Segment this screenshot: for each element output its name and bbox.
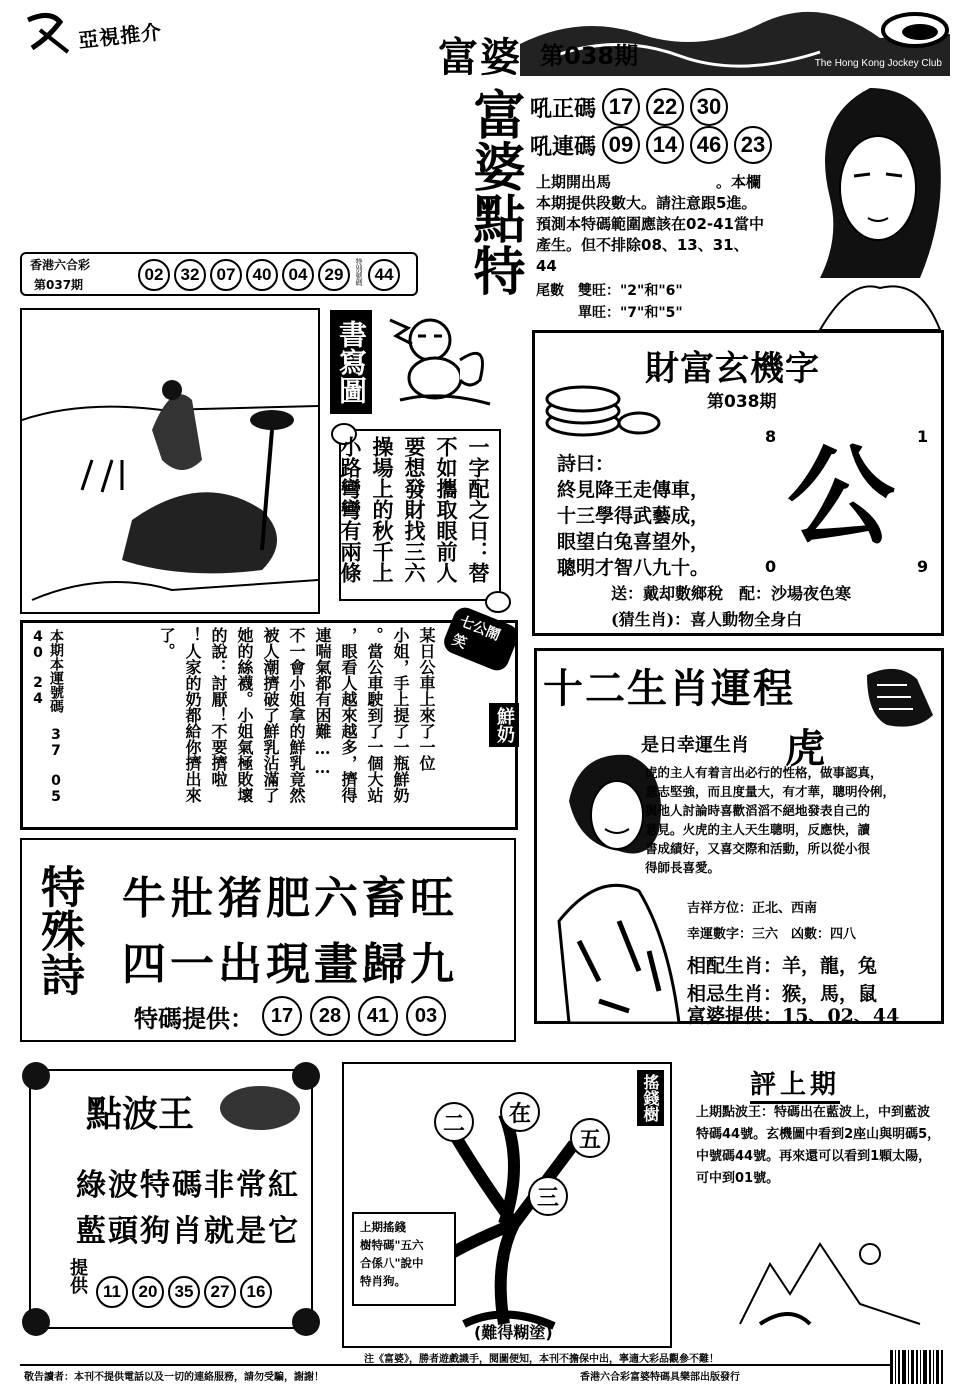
riddle-side-title: 書寫圖 (330, 310, 372, 414)
row1-number: 17 (602, 88, 640, 126)
lottery-special-number: 44 (368, 259, 400, 291)
dianbo-number: 27 (204, 1276, 236, 1308)
zodiac-desc-line: 與他人討論時喜歡滔滔不絕地發表自己的 (645, 803, 871, 818)
story-panel (20, 613, 518, 830)
diantie-line: 本期提供段數大。請注意跟5進。 (536, 194, 757, 212)
footer-line-2-right: 香港六合彩富婆特碼具樂部出版發行 (580, 1372, 740, 1383)
zodiac-title: 十二生肖運程 (543, 665, 795, 712)
story-badge: 七公鬧笑 (440, 604, 521, 674)
riddle-picture (20, 308, 320, 614)
poem-line: 眼望白兔喜望外， (557, 531, 710, 553)
story-side-text: 本期本運號碼 37 05 40 24 (30, 629, 64, 819)
caifu-title: 財富玄機字 (645, 349, 820, 389)
money-tree-panel (342, 1062, 672, 1348)
row2-number: 14 (646, 126, 684, 164)
zodiac-lucky-label: 是日幸運生肖 (641, 735, 749, 756)
story-line: 連喘氣都有困難…… (313, 627, 332, 777)
zodiac-desc (645, 763, 895, 877)
woman-portrait (790, 78, 950, 330)
poem-line: 十三學得武藝成， (557, 505, 710, 527)
footer-line-2-left: 敬告讀者：本刊不提供電話以及一切的連絡服務，請勿受騙，謝謝！ (24, 1372, 324, 1383)
poem-line: 聰明才智八九十。 (557, 557, 710, 579)
story-line: 被人潮擠破了鮮乳沾滿了 (261, 627, 280, 803)
story-line: 她的絲襪。小姐氣極敗壞 (235, 627, 254, 803)
row1-number: 22 (646, 88, 684, 126)
dianbo-line-1: 綠波特碼非常紅 (76, 1168, 300, 1203)
lottery-issue: 第037期 (34, 278, 84, 292)
poem-title: 詩曰： (557, 453, 615, 475)
poem-number: 17 (262, 996, 302, 1036)
zodiac-avoid: 相忌生肖：猴，馬，鼠 (687, 983, 878, 1005)
review-title: 評上期 (750, 1064, 840, 1104)
logo-text: 亞視推介 (77, 19, 164, 53)
tree-note (352, 1212, 456, 1306)
dianbo-panel (20, 1060, 322, 1338)
zodiac-panel (534, 648, 944, 1027)
footer (20, 1350, 944, 1386)
lottery-number: 07 (210, 259, 242, 291)
story-line: 的說：討厭！不要擠啦 (209, 627, 228, 787)
zodiac-lucky-numbers: 幸運數字：三六 凶數：四八 (687, 927, 857, 942)
tree-side-label: 搖錢樹 (637, 1070, 664, 1126)
cupid-illustration (380, 300, 500, 410)
scroll-line: 要想發財找三六 (402, 436, 427, 583)
caifu-corner-tl: 8 (765, 427, 777, 446)
tail-line-1: 尾數 雙旺："2"和"6" (536, 283, 683, 299)
tree-fruit: 在 (500, 1092, 540, 1132)
dianbo-line-2: 藍頭狗肖就是它 (76, 1214, 300, 1249)
fist-icon (857, 655, 939, 735)
diantie-row2 (530, 126, 772, 164)
caifu-poem (557, 451, 709, 581)
top-left-logo (20, 8, 190, 56)
woman-portrait-icon (790, 78, 950, 330)
caifu-corner-bl: 0 (765, 557, 777, 576)
zodiac-provide: 富婆提供：15、02、44 (687, 1005, 900, 1027)
scroll-line: 不如攜取眼前人 (434, 436, 459, 583)
story-line: 不一會小姐拿的鮮乳竟然 (287, 627, 306, 803)
story-line: 小姐，手上提了一瓶鮮奶 (391, 627, 410, 803)
footer-line-1: 注《富婆》，勝者遊戲識手，閱圖便知，本刊不擔保中出，寧適大彩品觀參不難！ (364, 1354, 719, 1365)
tree-note-line: 樹特碼"五六 (360, 1238, 424, 1252)
tree-note-line: 上期搖錢 (360, 1220, 406, 1234)
issue-number: 第038期 (540, 42, 639, 70)
tree-fruit: 三 (528, 1176, 568, 1216)
zodiac-desc-line: 意志堅強，而且度量大，有才華，聰明伶俐， (645, 784, 896, 799)
diantie-title: 富婆點特 (464, 88, 525, 296)
fist-illustration (857, 655, 939, 735)
story-line: ！人家的奶都給你擠出來 (183, 627, 202, 803)
caifu-panel (532, 330, 944, 636)
caifu-corner-tr: 1 (917, 427, 929, 446)
riddle-scroll (330, 420, 512, 616)
caifu-corner-br: 9 (917, 557, 929, 576)
story-line: ，眼看人越來越多，擠得 (339, 627, 358, 803)
poem-number: 03 (406, 996, 446, 1036)
lottery-name: 香港六合彩 (30, 258, 91, 272)
logo-mark-icon (20, 8, 80, 56)
poem-line-1: 牛壯猪肥六畜旺 (122, 873, 458, 924)
row1-label: 吼正碼 (530, 95, 597, 122)
dianbo-title: 點波王 (86, 1093, 195, 1135)
barcode-icon (890, 1350, 944, 1384)
landscape-sketch-icon (730, 1224, 930, 1334)
lottery-numbers (138, 258, 400, 292)
tail-line-2: 單旺："7"和"5" (578, 305, 683, 321)
row2-number: 23 (734, 126, 772, 164)
poem-line: 終見降王走傳車， (557, 479, 710, 501)
diantie-line: 上期開出馬 。本欄 (536, 173, 762, 191)
lottery-number: 29 (318, 259, 350, 291)
lottery-number: 32 (174, 259, 206, 291)
diantie-line: 預測本特碼範圍應該在02-41當中 (536, 215, 764, 233)
poem-line-2: 四一出現畫歸九 (122, 939, 458, 990)
lottery-result-bar (20, 252, 418, 296)
dianbo-number: 11 (96, 1276, 128, 1308)
page-title: 富婆 (438, 34, 522, 81)
row2-label: 吼連碼 (530, 133, 597, 160)
review-text: 上期點波王：特碼出在藍波上，中到藍波特碼44號。玄機圖中看到2座山與明碼5，中號碼44號。再來還可以看到1顆太陽，可中到01號。 (696, 1105, 941, 1186)
poem-side-title: 特殊詩 (33, 864, 84, 996)
poem-number: 41 (358, 996, 398, 1036)
poem-number: 28 (310, 996, 350, 1036)
poem-provide (134, 996, 446, 1036)
caifu-send-line: 送：戴却數鄉稅 配：沙場夜色寒 (611, 584, 852, 603)
review-panel (690, 1064, 944, 1344)
dianbo-number: 20 (132, 1276, 164, 1308)
cupid-icon (380, 300, 500, 410)
dianbo-number: 35 (168, 1276, 200, 1308)
zodiac-lucky-animal: 虎 (785, 725, 825, 772)
diantie-row1 (530, 88, 728, 126)
zodiac-desc-line: 書成績好，又喜交際和活動，所以從小很 (645, 841, 871, 856)
row1-number: 30 (690, 88, 728, 126)
row2-number: 09 (602, 126, 640, 164)
special-label: 特別號碼 (355, 258, 363, 286)
scroll-line: 小路彎彎有兩條 (338, 436, 363, 583)
tree-note-line: 特肖狗。 (360, 1274, 406, 1288)
scroll-line: 一字配之日：替 (466, 436, 491, 583)
caifu-guess-line: (猜生肖)：喜人動物全身白 (611, 610, 803, 629)
poem-panel (20, 838, 516, 1042)
tail-numbers (536, 280, 683, 324)
club-name: The Hong Kong Jockey Club (814, 58, 942, 69)
tree-note-line: 合係八"說中 (360, 1256, 424, 1270)
story-line: 某日公車上來了一位 (417, 627, 436, 771)
zodiac-direction: 吉祥方位：正北、西南 (687, 901, 818, 916)
story-subtitle: 鮮奶 (489, 703, 519, 747)
tree-caption: (難得糊塗) (474, 1323, 553, 1342)
scroll-line: 操場上的秋千上 (370, 436, 395, 583)
zodiac-desc-line: 意見。火虎的主人天生聰明，反應快，讀 (645, 822, 871, 837)
diantie-line: 44 (536, 257, 557, 275)
zodiac-desc-line: 得師長喜愛。 (645, 860, 721, 875)
story-columns (157, 627, 439, 817)
dianbo-provide-label: 提供 (67, 1258, 88, 1294)
dianbo-numbers (96, 1276, 272, 1308)
dianbo-number: 16 (240, 1276, 272, 1308)
lottery-number: 04 (282, 259, 314, 291)
lottery-number: 40 (246, 259, 278, 291)
story-line: 了。 (157, 627, 176, 659)
tree-fruit: 五 (570, 1118, 610, 1158)
poem-provide-label: 特碼提供： (134, 1004, 254, 1033)
scroll-text (334, 436, 494, 604)
farmer-sketch-icon (22, 310, 318, 612)
tree-fruit: 二 (434, 1102, 474, 1142)
caifu-big-char: 公 (787, 434, 896, 560)
row2-number: 46 (690, 126, 728, 164)
lottery-number: 02 (138, 259, 170, 291)
diantie-line: 產生。但不排除08、13、31、 (536, 236, 749, 254)
caifu-issue: 第038期 (707, 392, 777, 412)
story-line: 。當公車駛到了一個大站 (365, 627, 384, 803)
zodiac-match: 相配生肖：羊，龍，兔 (687, 955, 878, 977)
diantie-text (536, 172, 764, 277)
zodiac-desc-line: 虎的主人有着言出必行的性格，做事認真， (645, 765, 883, 780)
